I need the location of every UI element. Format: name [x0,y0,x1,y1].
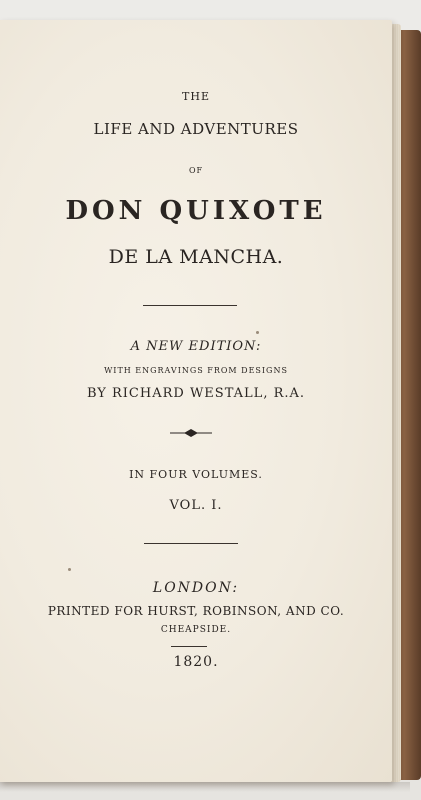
divider-rule [144,543,238,544]
imprint-city: LONDON: [152,580,240,596]
title-don-quixote: DON QUIXOTE [65,196,327,226]
paper-fleck [256,331,259,334]
title-of: OF [188,166,204,175]
page-shadow [0,782,410,792]
title-the: THE [182,90,210,103]
paper-fleck [68,568,71,571]
volumes-line: IN FOUR VOLUMES. [129,468,263,481]
diamond-rule-ornament-icon [170,428,212,438]
title-life-and-adventures: LIFE AND ADVENTURES [93,120,299,138]
engravings-line: WITH ENGRAVINGS FROM DESIGNS [104,366,288,375]
imprint-year: 1820. [173,654,219,670]
divider-rule [143,305,237,306]
imprint-street: CHEAPSIDE. [160,625,232,635]
title-de-la-mancha: DE LA MANCHA. [108,246,284,268]
volume-number: VOL. I. [169,498,223,513]
edition-line: A NEW EDITION: [130,339,262,354]
imprint-printer: PRINTED FOR HURST, ROBINSON, AND CO. [47,604,345,618]
illustrator-line: BY RICHARD WESTALL, R.A. [86,386,306,401]
short-rule [171,646,207,647]
